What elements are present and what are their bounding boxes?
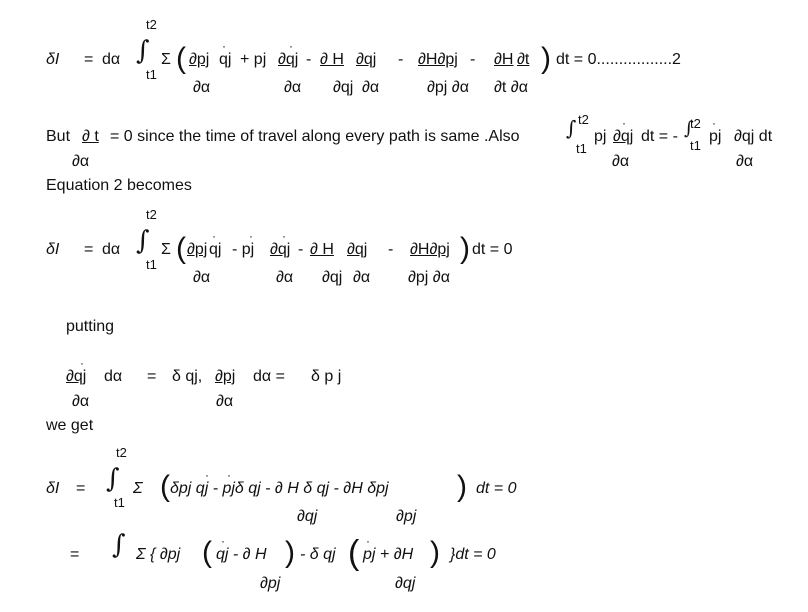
right-paren-icon: ) bbox=[285, 536, 295, 569]
dot-icon: · bbox=[712, 116, 716, 130]
eq1-upper-limit: t2 bbox=[146, 17, 157, 32]
but-text1: Βut bbox=[46, 128, 71, 145]
put-dpj: ∂pj bbox=[215, 368, 236, 385]
eq3-equals: = bbox=[76, 480, 86, 497]
eq1-qj: qj bbox=[219, 51, 232, 68]
but-upper-limit: t2 bbox=[578, 112, 589, 127]
left-paren-icon: ( bbox=[176, 232, 186, 265]
eq4-equals: = bbox=[70, 546, 80, 563]
eq2-intro: Equation 2 becomes bbox=[46, 177, 192, 194]
eq2-minus1: - bbox=[298, 241, 304, 258]
eq1-b-dpjda: ∂pj ∂α bbox=[427, 79, 469, 96]
eq1-t-dH2: ∂H bbox=[494, 51, 514, 68]
eq1-b-da1: ∂α bbox=[193, 79, 211, 96]
eq3-body: δpj qj - pjδ qj - ∂ H δ qj - ∂H δpj bbox=[170, 480, 389, 497]
eq4-sigma-brace: Σ { ∂pj bbox=[136, 546, 181, 563]
eq1-t-dHdpj: ∂H∂pj bbox=[418, 51, 458, 68]
but-dt: ∂ t bbox=[82, 128, 99, 145]
eq1-b-da3: ∂α bbox=[362, 79, 380, 96]
eq1-lower-limit: t1 bbox=[146, 67, 157, 82]
eq3-upper-limit: t2 bbox=[116, 445, 127, 460]
put-dqj-var: δ qj, bbox=[172, 368, 203, 385]
but-pj2: pj bbox=[709, 128, 722, 145]
we-get-label: we get bbox=[46, 417, 94, 434]
eq4-b-dqj: ∂qj bbox=[395, 575, 416, 592]
dot-icon: · bbox=[222, 39, 226, 53]
eq4-pj: pj + ∂H bbox=[363, 546, 414, 563]
but-upper-limit2: t2 bbox=[690, 116, 701, 131]
eq4-b-dpj: ∂pj bbox=[260, 575, 281, 592]
eq2-lower-limit: t1 bbox=[146, 257, 157, 272]
eq1-lhs: δI bbox=[46, 51, 60, 68]
eq2-t-dHdpj: ∂H∂pj bbox=[410, 241, 450, 258]
eq1-b-da2: ∂α bbox=[284, 79, 302, 96]
eq2-b-dqj: ∂qj bbox=[322, 269, 343, 286]
eq2-minus-pj: - pj bbox=[232, 241, 255, 258]
eq3-lower-limit: t1 bbox=[114, 495, 125, 510]
integral-icon: ∫ bbox=[684, 118, 694, 139]
eq1-b-dtda: ∂t ∂α bbox=[494, 79, 528, 96]
eq3-sigma: Σ bbox=[133, 480, 143, 497]
eq1-sigma: Σ bbox=[161, 51, 171, 68]
eq3-b-dqj: ∂qj bbox=[297, 508, 318, 525]
eq2-b-da3: ∂α bbox=[353, 269, 371, 286]
eq2-b-da2: ∂α bbox=[276, 269, 294, 286]
dot-icon: · bbox=[212, 229, 216, 243]
but-da-b2: ∂α bbox=[736, 153, 754, 170]
eq4-minus: - δ qj bbox=[300, 546, 336, 563]
dot-icon: · bbox=[205, 468, 209, 482]
dot-icon: · bbox=[221, 534, 225, 548]
integral-icon: ∫ bbox=[136, 226, 150, 256]
dot-icon: · bbox=[289, 39, 293, 53]
put-da1: ∂α bbox=[72, 393, 90, 410]
eq3-b-dpj: ∂pj bbox=[396, 508, 417, 525]
dot-icon: · bbox=[366, 534, 370, 548]
integral-icon: ∫ bbox=[106, 464, 120, 494]
eq2-sigma: Σ bbox=[161, 241, 171, 258]
right-paren-icon: ) bbox=[460, 232, 470, 265]
but-da: ∂α bbox=[72, 153, 90, 170]
dot-icon: · bbox=[80, 356, 84, 370]
eq1-t-dqj2: ∂qj bbox=[356, 51, 377, 68]
but-lower-limit2: t1 bbox=[690, 138, 701, 153]
dot-icon: · bbox=[227, 468, 231, 482]
left-paren-icon: ( bbox=[160, 470, 170, 503]
eq1-minus2: - bbox=[398, 51, 404, 68]
left-paren-icon: ( bbox=[348, 534, 360, 572]
right-paren-icon: ) bbox=[541, 42, 551, 75]
eq2-t-dpj: ∂pj bbox=[187, 241, 208, 258]
eq1-minus1: - bbox=[306, 51, 312, 68]
eq3-rhs: dt = 0 bbox=[476, 480, 517, 497]
but-lower-limit: t1 bbox=[576, 141, 587, 156]
left-paren-icon: ( bbox=[176, 42, 186, 75]
eq1-dalpha: dα bbox=[102, 51, 121, 68]
eq2-b-dpjda: ∂pj ∂α bbox=[408, 269, 450, 286]
but-dt-eq: dt = - bbox=[641, 128, 678, 145]
eq2-rhs: dt = 0 bbox=[472, 241, 513, 258]
right-paren-icon: ) bbox=[457, 470, 467, 503]
eq1-rhs: dt = 0.................2 bbox=[556, 51, 681, 68]
put-dalpha2: dα = bbox=[253, 368, 285, 385]
eq4-qj: qj - ∂ H bbox=[216, 546, 267, 563]
eq1-minus3: - bbox=[470, 51, 476, 68]
eq2-t-dqj2: ∂qj bbox=[347, 241, 368, 258]
eq2-b-da1: ∂α bbox=[193, 269, 211, 286]
eq1-equals: = bbox=[84, 51, 94, 68]
eq2-minus2: - bbox=[388, 241, 394, 258]
dot-icon: · bbox=[282, 229, 286, 243]
put-da2: ∂α bbox=[216, 393, 234, 410]
dot-icon: · bbox=[622, 116, 626, 130]
but-dqj: ∂qj bbox=[613, 128, 634, 145]
eq1-t-dqj: ∂qj bbox=[278, 51, 299, 68]
eq1-plus-pj: + pj bbox=[240, 51, 267, 68]
integral-icon: ∫ bbox=[112, 530, 126, 560]
eq2-lhs: δI bbox=[46, 241, 60, 258]
eq1-t-dt: ∂t bbox=[517, 51, 530, 68]
put-dpj-var: δ p j bbox=[311, 368, 342, 385]
eq4-rhs: }dt = 0 bbox=[450, 546, 496, 563]
integral-icon: ∫ bbox=[136, 36, 150, 66]
eq2-t-dqj: ∂qj bbox=[270, 241, 291, 258]
integral-icon: ∫ bbox=[566, 116, 577, 140]
putting-label: putting bbox=[66, 318, 115, 335]
eq1-t-dH: ∂ H bbox=[320, 51, 344, 68]
but-pj: pj bbox=[594, 128, 607, 145]
put-dalpha: dα bbox=[104, 368, 123, 385]
eq1-t-dpj: ∂pj bbox=[189, 51, 210, 68]
eq2-qj: qj bbox=[209, 241, 222, 258]
but-da-b1: ∂α bbox=[612, 153, 630, 170]
left-paren-icon: ( bbox=[202, 536, 212, 569]
eq2-equals: = bbox=[84, 241, 94, 258]
dot-icon: · bbox=[249, 229, 253, 243]
put-equals: = bbox=[147, 368, 157, 385]
right-paren-icon: ) bbox=[430, 536, 440, 569]
eq3-lhs: δI bbox=[46, 480, 60, 497]
eq1-b-dqj: ∂qj bbox=[333, 79, 354, 96]
eq2-dalpha: dα bbox=[102, 241, 121, 258]
but-dqj2: ∂qj dt bbox=[734, 128, 773, 145]
eq2-upper-limit: t2 bbox=[146, 207, 157, 222]
put-dqj: ∂qj bbox=[66, 368, 87, 385]
eq2-t-dH: ∂ H bbox=[310, 241, 334, 258]
but-text2: = 0 since the time of travel along every path is same .Also bbox=[110, 128, 520, 145]
